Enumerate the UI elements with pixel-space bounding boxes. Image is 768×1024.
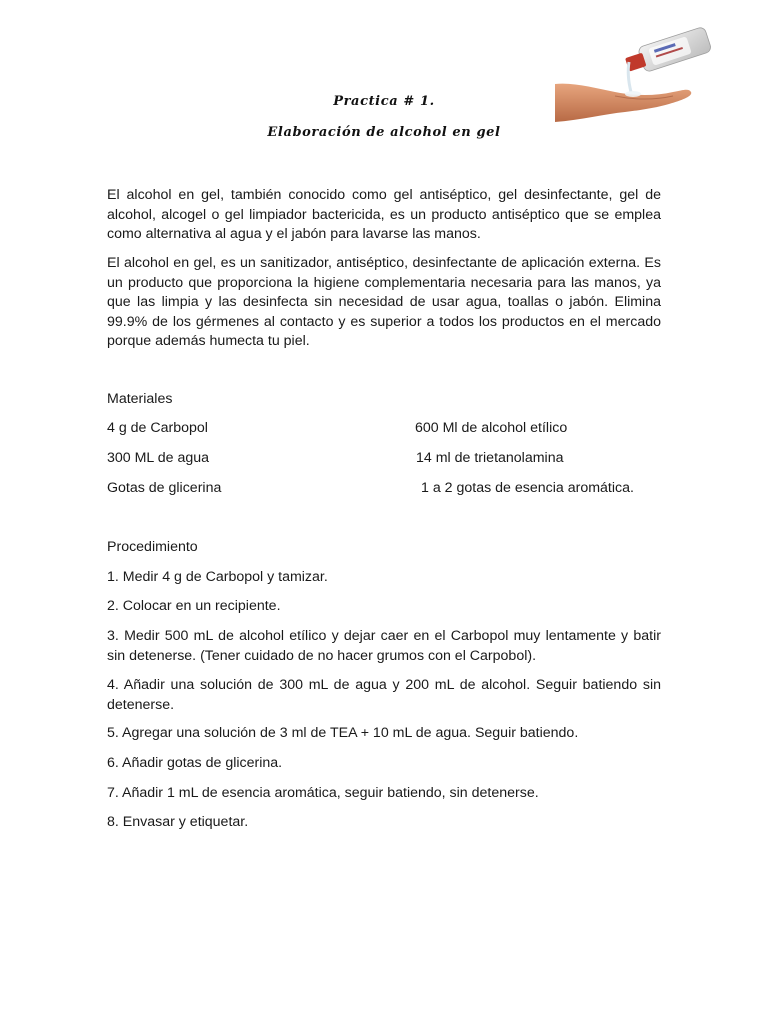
procedure-step-2: 2. Colocar en un recipiente. [107, 598, 281, 614]
procedure-step-6: 6. Añadir gotas de glicerina. [107, 755, 283, 771]
procedure-step-3: 3. Medir 500 mL de alcohol etílico y dejar caer en el Carbopol muy lentamente y batir sin detenerse. (Tener cuidado de no hacer grumos con el Carpobol). [107, 628, 661, 664]
procedure-step-7: 7. Añadir 1 mL de esencia aromática, seguir batiendo, sin detenerse. [107, 785, 539, 801]
material-right-1: 600 Ml de alcohol etílico [415, 420, 568, 436]
procedure-heading: Procedimiento [107, 539, 198, 555]
procedure-step-1: 1. Medir 4 g de Carbopol y tamizar. [107, 569, 328, 585]
page-subtitle: Elaboración de alcohol en gel [267, 125, 501, 140]
material-left-2: 300 ML de agua [107, 450, 210, 466]
material-left-3: Gotas de glicerina [107, 480, 222, 496]
material-left-1: 4 g de Carbopol [107, 420, 208, 436]
material-right-3: 1 a 2 gotas de esencia aromática. [421, 480, 634, 496]
procedure-step-8: 8. Envasar y etiquetar. [107, 814, 249, 830]
procedure-step-5: 5. Agregar una solución de 3 ml de TEA + 10 mL de agua. Seguir batiendo. [107, 725, 579, 741]
material-right-2: 14 ml de trietanolamina [416, 450, 564, 466]
hand-with-gel-bottle-icon [555, 26, 715, 124]
intro-paragraph-1: El alcohol en gel, también conocido como gel antiséptico, gel desinfectante, gel de alcohol, alcogel o gel limpiador bactericida, es un producto antiséptico que se emplea como alternativa al agua y el jabón para lavarse las manos. [107, 187, 661, 243]
page-title: Practica # 1. [333, 94, 435, 109]
intro-paragraph-2: El alcohol en gel, es un sanitizador, antiséptico, desinfectante de aplicación externa. Es un producto que proporciona la higiene complementaria necesaria para las manos, ya que las limpia y las desinfecta sin necesidad de usar agua, toallas o jabón. Elimina 99.9% de los gérmenes al contacto y es superior a todos los productos en el mercado porque además humecta tu piel. [107, 255, 661, 350]
procedure-step-4: 4. Añadir una solución de 300 mL de agua y 200 mL de alcohol. Seguir batiendo sin detenerse. [107, 677, 661, 713]
materials-heading: Materiales [107, 391, 173, 407]
